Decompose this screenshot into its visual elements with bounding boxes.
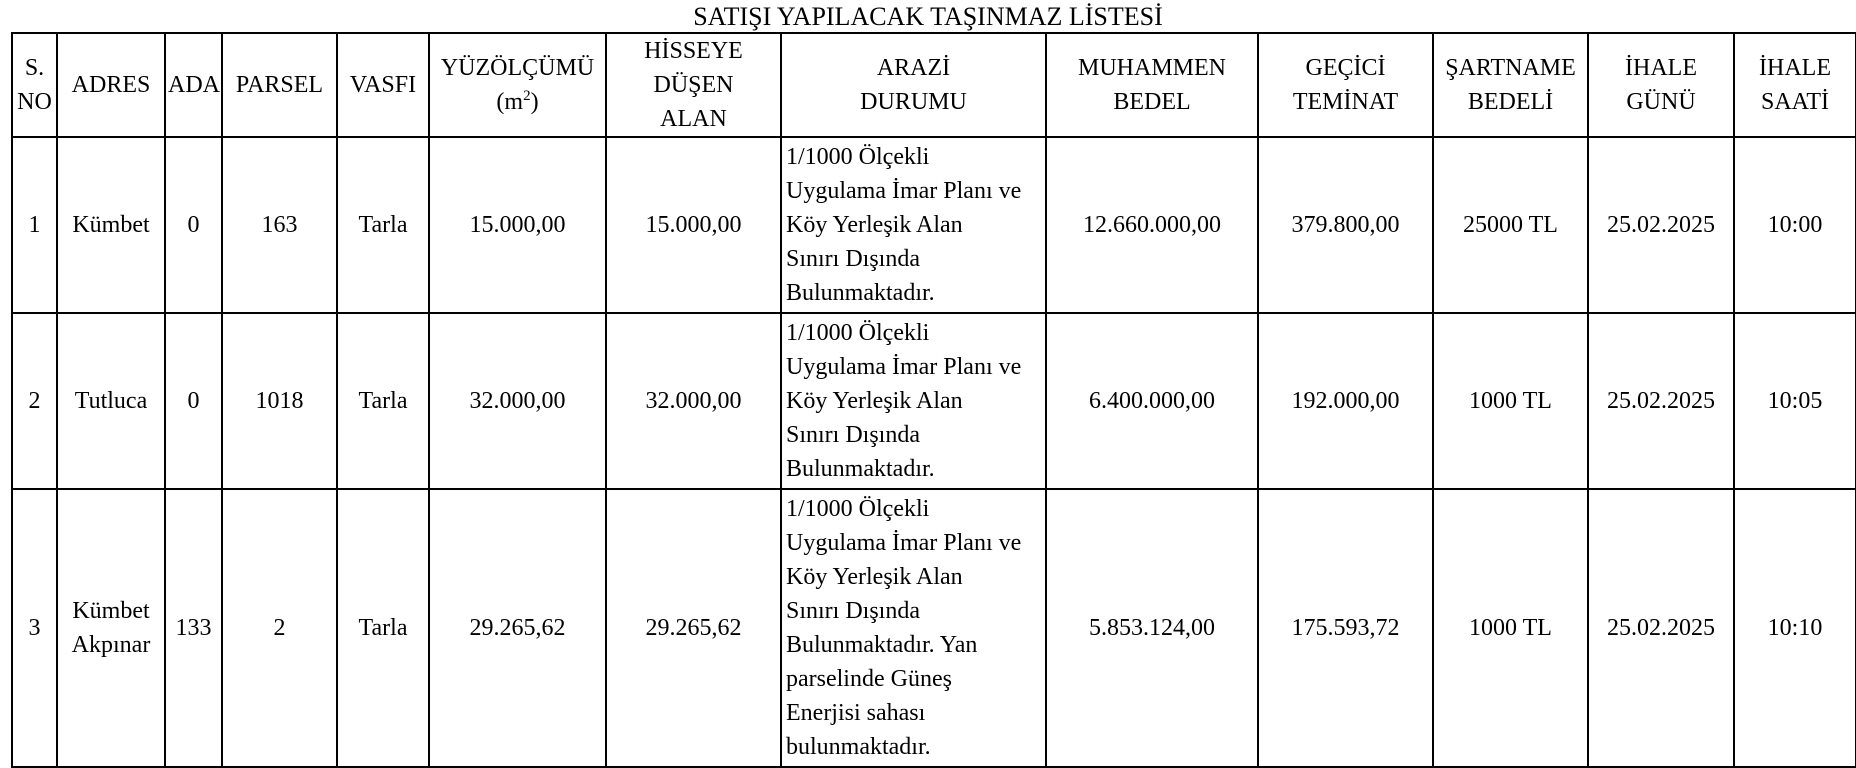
cell-no: 2 (12, 313, 57, 489)
header-spec-fee: ŞARTNAME BEDELİ (1433, 33, 1588, 137)
cell-address: Kümbet (57, 137, 165, 313)
header-no: S. NO (12, 33, 57, 137)
cell-type: Tarla (337, 489, 429, 767)
cell-spec-fee: 1000 TL (1433, 313, 1588, 489)
header-ada: ADA (165, 33, 222, 137)
header-auction-time: İHALE SAATİ (1734, 33, 1856, 137)
cell-address: Tutluca (57, 313, 165, 489)
cell-no: 3 (12, 489, 57, 767)
cell-type: Tarla (337, 313, 429, 489)
cell-deposit: 379.800,00 (1258, 137, 1433, 313)
cell-land-status: 1/1000 Ölçekli Uygulama İmar Planı ve Köy Yerleşik Alan Sınırı Dışında Bulunmaktadır. Yan parselinde Güneş Enerjisi sahası bulunmaktadır. (781, 489, 1046, 767)
cell-ada: 133 (165, 489, 222, 767)
cell-auction-day: 25.02.2025 (1588, 313, 1734, 489)
cell-spec-fee: 25000 TL (1433, 137, 1588, 313)
header-address: ADRES (57, 33, 165, 137)
table-header (12, 33, 1856, 137)
cell-ada: 0 (165, 313, 222, 489)
header-auction-day: İHALE GÜNÜ (1588, 33, 1734, 137)
cell-share-area: 32.000,00 (606, 313, 781, 489)
cell-area: 29.265,62 (429, 489, 606, 767)
cell-no: 1 (12, 137, 57, 313)
cell-ada: 0 (165, 137, 222, 313)
cell-parcel: 1018 (222, 313, 337, 489)
table-body (12, 137, 1856, 767)
header-estimated-value: MUHAMMEN BEDEL (1046, 33, 1258, 137)
cell-area: 32.000,00 (429, 313, 606, 489)
header-share-area: HİSSEYE DÜŞEN ALAN (606, 33, 781, 137)
page-title: SATIŞI YAPILACAK TAŞINMAZ LİSTESİ (693, 2, 1163, 31)
cell-address: Kümbet Akpınar (57, 489, 165, 767)
header-deposit: GEÇİCİ TEMİNAT (1258, 33, 1433, 137)
cell-spec-fee: 1000 TL (1433, 489, 1588, 767)
header-area: YÜZÖLÇÜMÜ $(m^2)$ (429, 33, 606, 137)
cell-parcel: 2 (222, 489, 337, 767)
cell-estimated-value: 5.853.124,00 (1046, 489, 1258, 767)
cell-auction-time: 10:05 (1734, 313, 1856, 489)
property-table (11, 32, 1856, 768)
cell-land-status: 1/1000 Ölçekli Uygulama İmar Planı ve Köy Yerleşik Alan Sınırı Dışında Bulunmaktadır. (781, 137, 1046, 313)
cell-parcel: 163 (222, 137, 337, 313)
cell-estimated-value: 6.400.000,00 (1046, 313, 1258, 489)
area-unit: $(m^2)$ (496, 88, 539, 115)
table-row (12, 137, 1856, 313)
cell-type: Tarla (337, 137, 429, 313)
cell-auction-day: 25.02.2025 (1588, 137, 1734, 313)
cell-estimated-value: 12.660.000,00 (1046, 137, 1258, 313)
header-parcel: PARSEL (222, 33, 337, 137)
cell-auction-time: 10:10 (1734, 489, 1856, 767)
cell-share-area: 29.265,62 (606, 489, 781, 767)
cell-share-area: 15.000,00 (606, 137, 781, 313)
cell-land-status: 1/1000 Ölçekli Uygulama İmar Planı ve Köy Yerleşik Alan Sınırı Dışında Bulunmaktadır. (781, 313, 1046, 489)
header-land-status: ARAZİ DURUMU (781, 33, 1046, 137)
table-row (12, 489, 1856, 767)
cell-auction-day: 25.02.2025 (1588, 489, 1734, 767)
table-row (12, 313, 1856, 489)
cell-auction-time: 10:00 (1734, 137, 1856, 313)
cell-deposit: 192.000,00 (1258, 313, 1433, 489)
cell-area: 15.000,00 (429, 137, 606, 313)
header-type: VASFI (337, 33, 429, 137)
cell-deposit: 175.593,72 (1258, 489, 1433, 767)
